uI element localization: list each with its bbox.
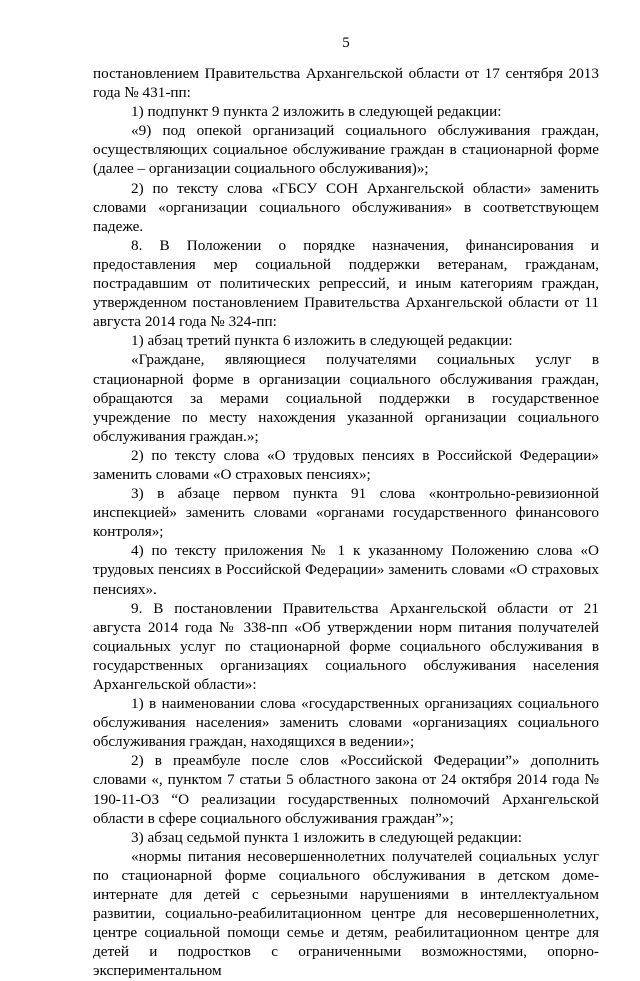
page-number: 5 <box>342 35 350 51</box>
paragraph-8: 2) по тексту слова «О трудовых пенсиях в Российской Федерации» заменить словами «О страховых пенсиях»; <box>93 446 599 483</box>
paragraph-2: 1) подпункт 9 пункта 2 изложить в следующей редакции: <box>131 103 502 121</box>
paragraph-10: 4) по тексту приложения № 1 к указанному Положению слова «О трудовых пенсиях в Российской Федерации» заменить словами «О страховых пенсиях». <box>93 542 599 598</box>
paragraph-13: 2) в преамбуле после слов «Российской Федерации”» дополнить словами «, пунктом 7 статьи 5 областного закона от 24 октября 2014 года № 190-11-ОЗ “О реализации государственных полномочий Архангельской области в сфере социального обслуживания граждан”»; <box>93 752 599 827</box>
paragraph-9: 3) в абзаце первом пункта 91 слова «контрольно-ревизионной инспекцией» заменить словами «органами государственного финансового контроля»; <box>93 485 599 541</box>
paragraph-6: 1) абзац третий пункта 6 изложить в следующей редакции: <box>131 332 513 350</box>
paragraph-14: 3) абзац седьмой пункта 1 изложить в следующей редакции: <box>131 828 522 846</box>
paragraph-7: «Граждане, являющиеся получателями социальных услуг в стационарной форме в организации социального обслуживания граждан, обращаются за мерами социальной поддержки в государственное учреждение по месту нахождения указанной организации социального обслуживания граждан.»; <box>93 351 599 445</box>
paragraph-5: 8. В Положении о порядке назначения, финансирования и предоставления мер социальной поддержки ветеранам, гражданам, пострадавшим от политических репрессий, и иным категориям граждан, утвержденном постановлением Правительства Архангельской области от 11 августа 2014 года № 324-пп: <box>93 236 599 331</box>
paragraph-1: постановлением Правительства Архангельской области от 17 сентября 2013 года № 431-пп: <box>93 65 599 102</box>
paragraph-15: «нормы питания несовершеннолетних получателей социальных услуг по стационарной форме социального обслуживания в детском доме-интернате для детей с серьезными нарушениями в интеллектуальном развитии, социально-реабилитационном центре для несовершеннолетних, центре социальной помощи семье и детям, реабилитационном центре для детей и подростков с ограниченными возможностями, опорно-экспериментальном <box>93 847 599 980</box>
document-body <box>93 64 599 981</box>
paragraph-11: 9. В постановлении Правительства Архангельской области от 21 августа 2014 года № 338-пп «Об утверждении норм питания получателей социальных услуг по стационарной форме социального обслуживания в государственных организациях социального обслуживания населения Архангельской области»: <box>93 599 599 693</box>
document-page <box>93 34 599 981</box>
paragraph-3: «9) под опекой организаций социального обслуживания граждан, осуществляющих социальное обслуживание граждан в стационарной форме (далее – организации социального обслуживания)»; <box>93 122 599 178</box>
paragraph-12: 1) в наименовании слова «государственных организациях социального обслуживания населения» заменить словами «организациях социального обслуживания граждан, находящихся в ведении»; <box>93 695 599 751</box>
paragraph-4: 2) по тексту слова «ГБСУ СОН Архангельской области» заменить словами «организации социального обслуживания» в соответствующем падеже. <box>93 179 599 235</box>
